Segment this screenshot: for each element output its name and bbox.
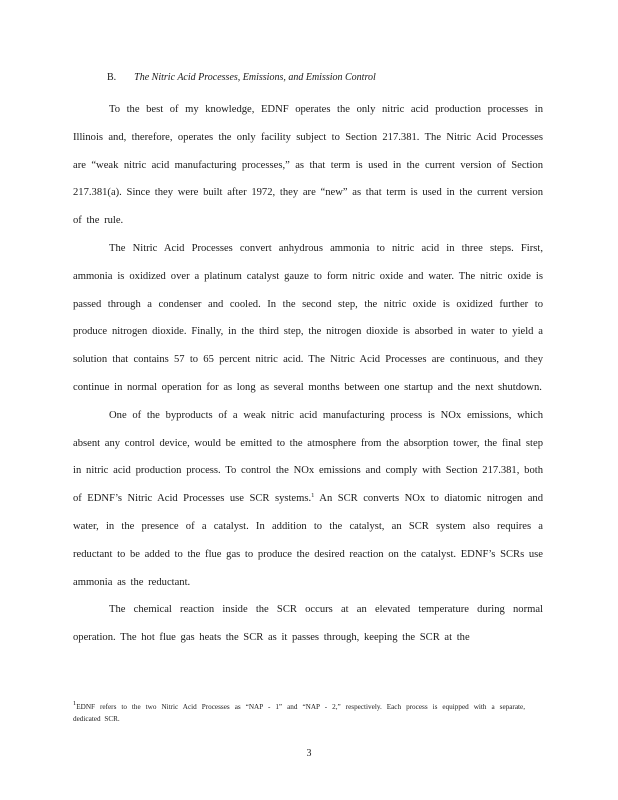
- body-text: [73, 96, 543, 652]
- section-heading: [107, 72, 376, 83]
- paragraph-3-text-b: An SCR converts NOx to diatomic nitrogen and water, in the presence of a catalyst. In addition to the catalyst, an SCR system also requires a reductant to be added to the flue gas to produce the desired reaction on the catalyst. EDNF’s SCRs use ammonia as the reductant.: [73, 493, 543, 588]
- footnote: [73, 702, 525, 725]
- footnote-text: EDNF refers to the two Nitric Acid Processes as “NAP - 1” and “NAP - 2,” respectively. Each process is equipped with a separate, dedicated SCR.: [73, 703, 525, 723]
- footnote-marker: 1: [73, 700, 77, 707]
- footnote-reference[interactable]: 1: [311, 492, 315, 500]
- page-number: 3: [306, 748, 312, 759]
- paragraph-3: [73, 402, 543, 597]
- paragraph-2: The Nitric Acid Processes convert anhydrous ammonia to nitric acid in three steps. First, ammonia is oxidized over a platinum catalyst gauze to form nitric oxide and water. The nitric oxide is passed through a condenser and cooled. In the second step, the nitric oxide is oxidized further to produce nitrogen dioxide. Finally, in the third step, the nitrogen dioxide is absorbed in water to yield a solution that contains 57 to 65 percent nitric acid. The Nitric Acid Processes are continuous, and they continue in normal operation for as long as several months between one startup and the next shutdown.: [73, 242, 543, 393]
- paragraph-3-text-a: One of the byproducts of a weak nitric acid manufacturing process is NOx emissions, which absent any control device, would be emitted to the atmosphere from the absorption tower, the final step in nitric acid production process. To control the NOx emissions and comply with Section 217.381, both of EDNF’s Nitric Acid Processes use SCR systems.: [73, 409, 543, 505]
- paragraph-1: To the best of my knowledge, EDNF operates the only nitric acid production processes in Illinois and, therefore, operates the only facility subject to Section 217.381. The Nitric Acid Processes are “weak nitric acid manufacturing processes,” as that term is used in the current version of Section 217.381(a). Since they were built after 1972, they are “new” as that term is used in the current version of the rule.: [73, 104, 543, 227]
- paragraph-4: The chemical reaction inside the SCR occurs at an elevated temperature during normal operation. The hot flue gas heats the SCR as it passes through, keeping the SCR at the: [73, 604, 543, 644]
- section-title: The Nitric Acid Processes, Emissions, and Emission Control: [134, 72, 376, 83]
- section-number: B.: [107, 72, 117, 83]
